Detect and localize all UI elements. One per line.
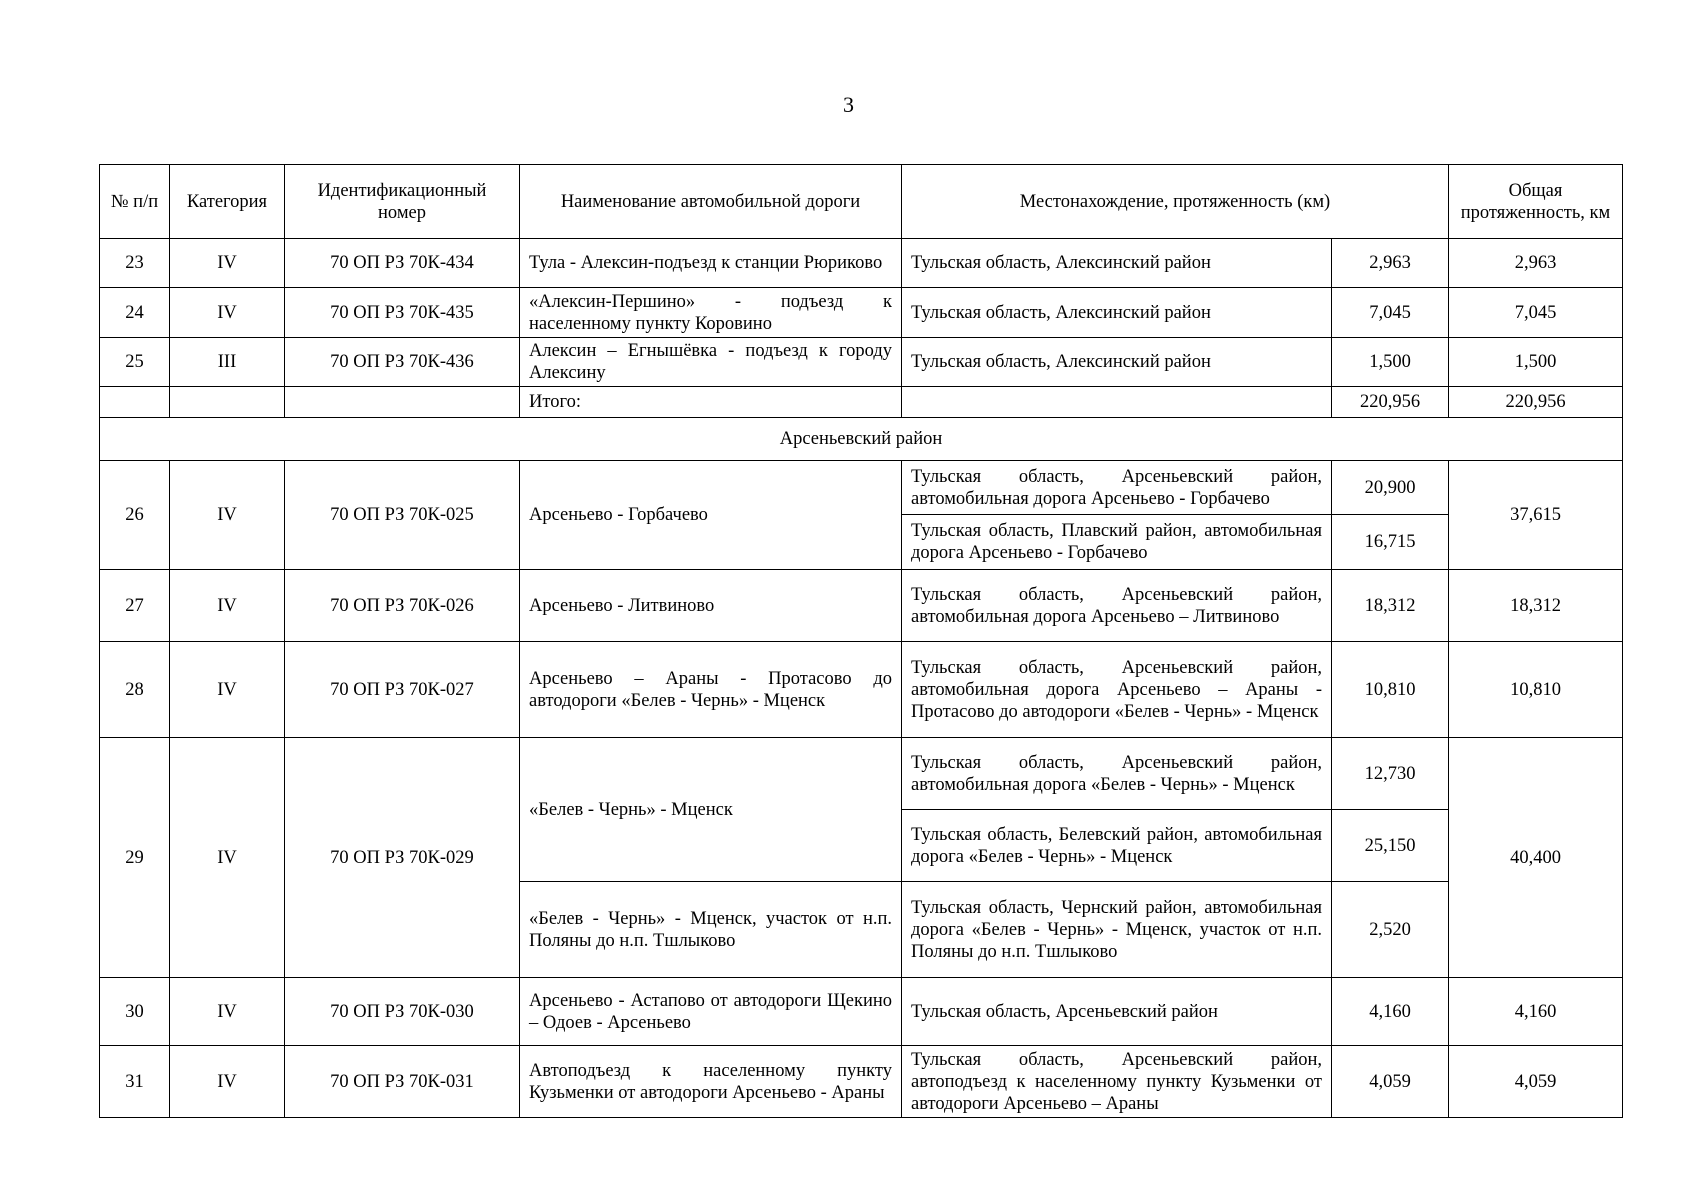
table-row xyxy=(100,978,1623,1046)
row-road-name: Арсеньево - Литвиново xyxy=(520,570,902,642)
subtotal-label: Итого: xyxy=(520,387,902,418)
row-num: 28 xyxy=(100,642,170,738)
row-total: 4,059 xyxy=(1449,1046,1623,1118)
row-road-name: «Алексин-Першино» - подъезд к населенному пункту Коровино xyxy=(520,288,902,338)
row-length: 2,520 xyxy=(1332,882,1449,978)
row-num: 25 xyxy=(100,338,170,387)
row-total: 18,312 xyxy=(1449,570,1623,642)
row-category: IV xyxy=(170,978,285,1046)
row-road-name: Алексин – Егнышёвка - подъезд к городу Алексину xyxy=(520,338,902,387)
row-category: IV xyxy=(170,1046,285,1118)
table-row xyxy=(100,461,1623,515)
row-id: 70 ОП РЗ 70К-026 xyxy=(285,570,520,642)
row-category: IV xyxy=(170,288,285,338)
table-row xyxy=(100,642,1623,738)
row-road-name: Арсеньево - Горбачево xyxy=(520,461,902,570)
row-location: Тульская область, Арсеньевский район xyxy=(902,978,1332,1046)
row-id: 70 ОП РЗ 70К-027 xyxy=(285,642,520,738)
row-location: Тульская область, Чернский район, автомобильная дорога «Белев - Чернь» - Мценск, участок от н.п. Поляны до н.п. Тшлыково xyxy=(902,882,1332,978)
row-total: 4,160 xyxy=(1449,978,1623,1046)
header-category: Категория xyxy=(170,165,285,239)
row-num: 26 xyxy=(100,461,170,570)
row-length: 4,059 xyxy=(1332,1046,1449,1118)
row-num: 23 xyxy=(100,239,170,288)
row-road-name: «Белев - Чернь» - Мценск xyxy=(520,738,902,882)
row-id: 70 ОП РЗ 70К-031 xyxy=(285,1046,520,1118)
row-category: IV xyxy=(170,642,285,738)
row-num: 24 xyxy=(100,288,170,338)
row-category: IV xyxy=(170,239,285,288)
row-category: III xyxy=(170,338,285,387)
row-category: IV xyxy=(170,461,285,570)
row-location: Тульская область, Арсеньевский район, автомобильная дорога Арсеньево – Литвиново xyxy=(902,570,1332,642)
row-num: 30 xyxy=(100,978,170,1046)
subtotal-row xyxy=(100,387,1623,418)
page-number: 3 xyxy=(843,92,854,117)
row-length: 25,150 xyxy=(1332,810,1449,882)
row-num: 29 xyxy=(100,738,170,978)
row-total: 1,500 xyxy=(1449,338,1623,387)
row-location: Тульская область, Арсеньевский район, автомобильная дорога «Белев - Чернь» - Мценск xyxy=(902,738,1332,810)
header-total: Общая протяженность, км xyxy=(1449,165,1623,239)
header-num: № п/п xyxy=(100,165,170,239)
section-row xyxy=(100,418,1623,461)
row-location: Тульская область, Белевский район, автомобильная дорога «Белев - Чернь» - Мценск xyxy=(902,810,1332,882)
row-road-name: Автоподъезд к населенному пункту Кузьменки от автодороги Арсеньево - Араны xyxy=(520,1046,902,1118)
row-road-name: «Белев - Чернь» - Мценск, участок от н.п. Поляны до н.п. Тшлыково xyxy=(520,882,902,978)
row-total: 7,045 xyxy=(1449,288,1623,338)
row-location: Тульская область, Алексинский район xyxy=(902,338,1332,387)
row-location: Тульская область, Плавский район, автомобильная дорога Арсеньево - Горбачево xyxy=(902,515,1332,570)
header-location: Местонахождение, протяженность (км) xyxy=(902,165,1449,239)
row-length: 1,500 xyxy=(1332,338,1449,387)
table-header-row xyxy=(100,165,1623,239)
table-row xyxy=(100,738,1623,810)
row-num: 31 xyxy=(100,1046,170,1118)
table-row xyxy=(100,570,1623,642)
row-length: 2,963 xyxy=(1332,239,1449,288)
row-total: 40,400 xyxy=(1449,738,1623,978)
row-location: Тульская область, Алексинский район xyxy=(902,239,1332,288)
row-id: 70 ОП РЗ 70К-435 xyxy=(285,288,520,338)
row-location: Тульская область, Арсеньевский район, автоподъезд к населенному пункту Кузьменки от автодороги Арсеньево – Араны xyxy=(902,1046,1332,1118)
subtotal-length: 220,956 xyxy=(1332,387,1449,418)
subtotal-total: 220,956 xyxy=(1449,387,1623,418)
row-id: 70 ОП РЗ 70К-434 xyxy=(285,239,520,288)
row-category: IV xyxy=(170,738,285,978)
row-total: 37,615 xyxy=(1449,461,1623,570)
row-total: 10,810 xyxy=(1449,642,1623,738)
row-category: IV xyxy=(170,570,285,642)
row-location: Тульская область, Арсеньевский район, автомобильная дорога Арсеньево – Араны - Протасово до автодороги «Белев - Чернь» - Мценск xyxy=(902,642,1332,738)
row-length: 16,715 xyxy=(1332,515,1449,570)
row-location: Тульская область, Алексинский район xyxy=(902,288,1332,338)
row-length: 4,160 xyxy=(1332,978,1449,1046)
header-name: Наименование автомобильной дороги xyxy=(520,165,902,239)
row-total: 2,963 xyxy=(1449,239,1623,288)
row-location: Тульская область, Арсеньевский район, автомобильная дорога Арсеньево - Горбачево xyxy=(902,461,1332,515)
section-title: Арсеньевский район xyxy=(100,418,1623,461)
table-row xyxy=(100,288,1623,338)
roads-table xyxy=(99,164,1623,1118)
row-length: 20,900 xyxy=(1332,461,1449,515)
row-length: 7,045 xyxy=(1332,288,1449,338)
row-road-name: Арсеньево - Астапово от автодороги Щекино – Одоев - Арсеньево xyxy=(520,978,902,1046)
row-length: 18,312 xyxy=(1332,570,1449,642)
table-row xyxy=(100,1046,1623,1118)
row-road-name: Тула - Алексин-подъезд к станции Рюриково xyxy=(520,239,902,288)
row-length: 12,730 xyxy=(1332,738,1449,810)
row-id: 70 ОП РЗ 70К-436 xyxy=(285,338,520,387)
row-id: 70 ОП РЗ 70К-029 xyxy=(285,738,520,978)
row-id: 70 ОП РЗ 70К-030 xyxy=(285,978,520,1046)
table-row xyxy=(100,338,1623,387)
row-num: 27 xyxy=(100,570,170,642)
table-row xyxy=(100,239,1623,288)
row-road-name: Арсеньево – Араны - Протасово до автодороги «Белев - Чернь» - Мценск xyxy=(520,642,902,738)
row-id: 70 ОП РЗ 70К-025 xyxy=(285,461,520,570)
header-id: Идентификационный номер xyxy=(285,165,520,239)
row-length: 10,810 xyxy=(1332,642,1449,738)
